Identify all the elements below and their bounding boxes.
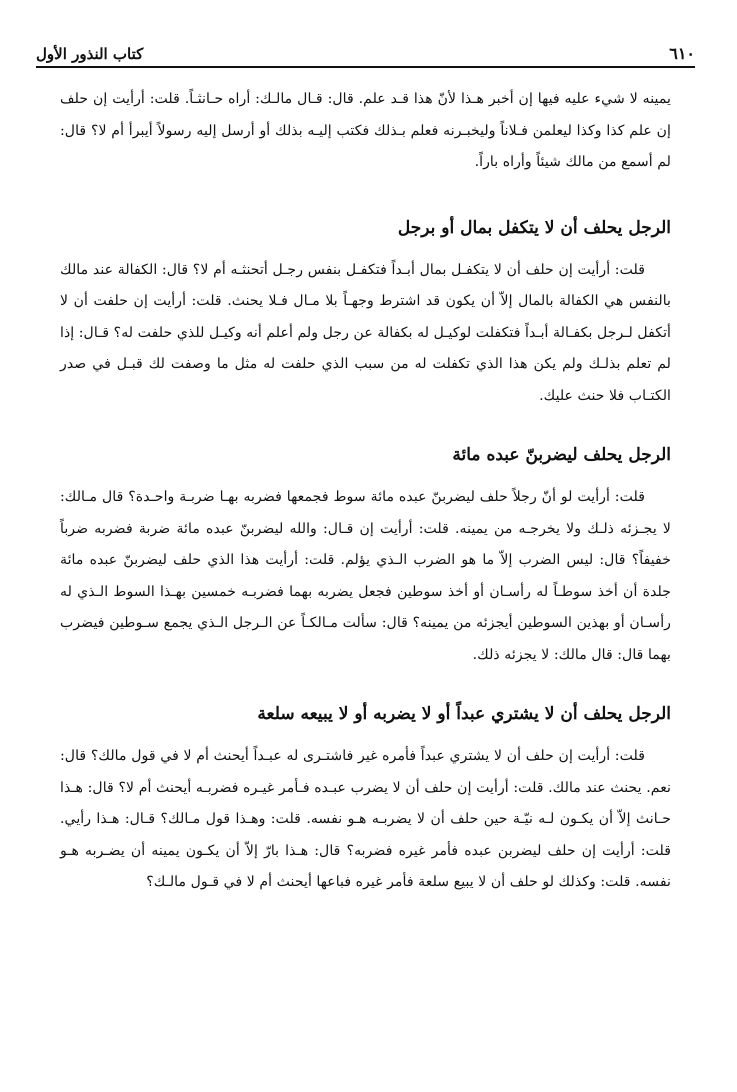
page-body bbox=[60, 84, 671, 899]
section-heading: الرجل يحلف أن لا يشتري عبداً أو لا يضربه أو لا يبيعه سلعة bbox=[257, 704, 671, 724]
section-heading: الرجل يحلف أن لا يتكفل بمال أو برجل bbox=[397, 217, 671, 238]
section-heading: الرجل يحلف ليضربنّ عبده مائة bbox=[452, 445, 671, 465]
paragraph: قلت: أرأيت إن حلف أن لا يتكفـل بمال أبـداً فتكفـل بنفس رجـل أتحنثـه أم لا؟ قال: الكفالة عند مالك بالنفس هي الكفالة بالمال إلاّ أن يكون قد اشترط وجهـاً بلا مـال فـلا يحنث. قلت: أرأيت إن حلفت أن لا أتكفل لـرجل بكفـالة أبـداً فتكفلت لوكيـل له بكفالة عن رجل ولم أعلم أنه وكيـل للذي حلفت له؟ قـال: إذا لم تعلم بذلـك ولم يكن هذا الذي تكفلت له من سبب الذي حلفت له مثل ما وصفت لك قبـل في صدر الكتـاب فلا حنث عليك. bbox=[60, 261, 671, 404]
paragraph: قلت: أرأيت لو أنّ رجلاً حلف ليضربنّ عبده مائة سوط فجمعها فضربه بهـا ضربـة واحـدة؟ قال مـالك: لا يجـزئه ذلـك ولا يخرجـه من يمينه. قلت: أرأيت إن قـال: والله ليضربنّ عبده مائة ضربة فضربه ضرباً خفيفاً؟ قال: ليس الضرب إلاّ ما هو الضرب الـذي يؤلم. قلت: أرأيت هذا الذي حلف ليضربنّ عبده مائة جلدة أن أخذ سوطـاً له رأسـان أو أخذ سوطين فجعل يضربه بهما فضربـه خمسين بهـذا السوط الـذي له رأسـان أو بهذين السوطين أيجزئه من يمينه؟ قال: سألت مـالكـاً عن الـرجل الـذي يجمع سـوطين فيضرب بهما قال: قال مالك: لا يجزئه ذلك. bbox=[60, 489, 671, 663]
page-header bbox=[36, 38, 695, 68]
paragraph: قلت: أرأيت إن حلف أن لا يشتري عبداً فأمره غير فاشتـرى له عبـداً أيحنث أم لا في قول مالك؟ قال: نعم. يحنث عند مالك. قلت: أرأيت إن حلف أن لا يضرب عبـده فـأمر غيـره فضربـه أيحنث أم لا؟ قال: هـذا حـانث إلاّ أن يكـون لـه نيّـة حين حلف أن لا يضربـه هـو نفسه. قلت: وهـذا قول مـالك؟ قـال: هـذا رأيي. قلت: أرأيت إن حلف ليضربن عبده فأمر غيره فضربه؟ قال: هـذا بارّ إلاّ أن يكـون يمينه أن يضـربه هـو نفسه. قلت: وكذلك لو حلف أن لا يبيع سلعة فأمر غيره فباعها أيحنث أم لا في قـول مالـك؟ bbox=[60, 748, 671, 890]
page-number: ٦١٠ bbox=[669, 44, 695, 63]
running-title: كتاب النذور الأول bbox=[36, 45, 144, 63]
paragraph-continuation: يمينه لا شيء عليه فيها إن أخبر هـذا لأنّ هذا قـد علم. قال: قـال مالـك: أراه حـانثـاً. قلت: أرأيت إن حلف إن علم كذا وكذا ليعلمن فـلاناً وليخبـرنه فعلم بـذلك فكتب إليـه بذلك أو أرسل إليه رسولاً أيبرأ أم لا؟ قال: لم أسمع من مالك شيئاً وأراه باراً. bbox=[60, 91, 671, 170]
